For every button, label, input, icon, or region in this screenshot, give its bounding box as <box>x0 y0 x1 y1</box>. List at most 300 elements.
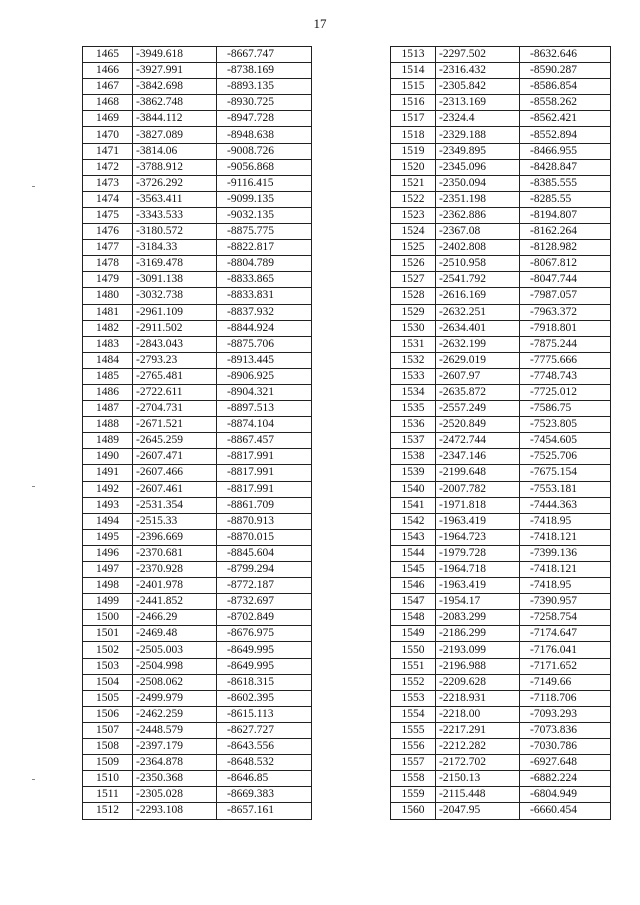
x-coordinate-cell: -2397.179 <box>133 739 217 755</box>
x-coordinate-cell: -2370.681 <box>133 545 217 561</box>
x-coordinate-cell: -2199.648 <box>436 465 520 481</box>
x-coordinate-cell: -2704.731 <box>133 401 217 417</box>
x-coordinate-cell: -2515.33 <box>133 513 217 529</box>
point-id-cell: 1549 <box>391 626 436 642</box>
point-id-cell: 1553 <box>391 690 436 706</box>
point-id-cell: 1531 <box>391 336 436 352</box>
y-coordinate-cell: -7586.75 <box>520 401 611 417</box>
y-coordinate-cell: -8833.831 <box>217 288 312 304</box>
point-id-cell: 1472 <box>83 159 133 175</box>
point-id-cell: 1475 <box>83 207 133 223</box>
table-row <box>391 803 611 819</box>
point-id-cell: 1490 <box>83 449 133 465</box>
point-id-cell: 1508 <box>83 739 133 755</box>
y-coordinate-cell: -8385.555 <box>520 175 611 191</box>
table-row <box>83 674 312 690</box>
point-id-cell: 1503 <box>83 658 133 674</box>
y-coordinate-cell: -8602.395 <box>217 690 312 706</box>
point-id-cell: 1542 <box>391 513 436 529</box>
y-coordinate-cell: -8861.709 <box>217 497 312 513</box>
table-row <box>83 191 312 207</box>
table-row <box>83 626 312 642</box>
y-coordinate-cell: -7454.605 <box>520 433 611 449</box>
point-id-cell: 1474 <box>83 191 133 207</box>
table-row <box>83 224 312 240</box>
x-coordinate-cell: -2616.169 <box>436 288 520 304</box>
point-id-cell: 1484 <box>83 352 133 368</box>
y-coordinate-cell: -8194.807 <box>520 207 611 223</box>
table-row <box>83 545 312 561</box>
y-coordinate-cell: -7444.363 <box>520 497 611 513</box>
table-row <box>391 127 611 143</box>
table-row <box>83 658 312 674</box>
x-coordinate-cell: -2629.019 <box>436 352 520 368</box>
point-id-cell: 1518 <box>391 127 436 143</box>
x-coordinate-cell: -1964.723 <box>436 529 520 545</box>
table-row <box>83 336 312 352</box>
x-coordinate-cell: -3184.33 <box>133 240 217 256</box>
point-id-cell: 1545 <box>391 562 436 578</box>
y-coordinate-cell: -8667.747 <box>217 47 312 63</box>
table-row <box>83 272 312 288</box>
y-coordinate-cell: -8913.445 <box>217 352 312 368</box>
table-row <box>391 417 611 433</box>
table-row <box>83 320 312 336</box>
table-row <box>391 529 611 545</box>
table-row <box>83 352 312 368</box>
y-coordinate-cell: -7093.293 <box>520 706 611 722</box>
y-coordinate-cell: -7073.836 <box>520 722 611 738</box>
table-row <box>83 143 312 159</box>
x-coordinate-cell: -3827.089 <box>133 127 217 143</box>
y-coordinate-cell: -8947.728 <box>217 111 312 127</box>
x-coordinate-cell: -2520.849 <box>436 417 520 433</box>
x-coordinate-cell: -3169.478 <box>133 256 217 272</box>
point-id-cell: 1533 <box>391 368 436 384</box>
x-coordinate-cell: -2466.29 <box>133 610 217 626</box>
y-coordinate-cell: -7418.121 <box>520 562 611 578</box>
y-coordinate-cell: -8657.161 <box>217 803 312 819</box>
x-coordinate-cell: -1963.419 <box>436 578 520 594</box>
y-coordinate-cell: -8867.457 <box>217 433 312 449</box>
point-id-cell: 1524 <box>391 224 436 240</box>
y-coordinate-cell: -8833.865 <box>217 272 312 288</box>
x-coordinate-cell: -3949.618 <box>133 47 217 63</box>
point-id-cell: 1483 <box>83 336 133 352</box>
table-row <box>391 787 611 803</box>
x-coordinate-cell: -3726.292 <box>133 175 217 191</box>
x-coordinate-cell: -2448.579 <box>133 722 217 738</box>
x-coordinate-cell: -2531.354 <box>133 497 217 513</box>
x-coordinate-cell: -2396.669 <box>133 529 217 545</box>
point-id-cell: 1541 <box>391 497 436 513</box>
point-id-cell: 1555 <box>391 722 436 738</box>
y-coordinate-cell: -8817.991 <box>217 449 312 465</box>
x-coordinate-cell: -2364.878 <box>133 755 217 771</box>
y-coordinate-cell: -8669.383 <box>217 787 312 803</box>
point-id-cell: 1507 <box>83 722 133 738</box>
point-id-cell: 1523 <box>391 207 436 223</box>
point-id-cell: 1486 <box>83 384 133 400</box>
table-row <box>83 63 312 79</box>
point-id-cell: 1536 <box>391 417 436 433</box>
point-id-cell: 1491 <box>83 465 133 481</box>
table-row <box>391 95 611 111</box>
x-coordinate-cell: -1979.728 <box>436 545 520 561</box>
table-row <box>391 304 611 320</box>
x-coordinate-cell: -2217.291 <box>436 722 520 738</box>
coordinate-table-right <box>390 46 611 820</box>
y-coordinate-cell: -8552.894 <box>520 127 611 143</box>
x-coordinate-cell: -2305.842 <box>436 79 520 95</box>
point-id-cell: 1546 <box>391 578 436 594</box>
y-coordinate-cell: -7171.652 <box>520 658 611 674</box>
y-coordinate-cell: -8646.85 <box>217 771 312 787</box>
table-row <box>391 513 611 529</box>
point-id-cell: 1471 <box>83 143 133 159</box>
point-id-cell: 1495 <box>83 529 133 545</box>
point-id-cell: 1470 <box>83 127 133 143</box>
y-coordinate-cell: -8897.513 <box>217 401 312 417</box>
table-row <box>83 47 312 63</box>
y-coordinate-cell: -8702.849 <box>217 610 312 626</box>
y-coordinate-cell: -6660.454 <box>520 803 611 819</box>
y-coordinate-cell: -8649.995 <box>217 658 312 674</box>
y-coordinate-cell: -7176.041 <box>520 642 611 658</box>
y-coordinate-cell: -7775.666 <box>520 352 611 368</box>
table-row <box>83 433 312 449</box>
table-row <box>391 79 611 95</box>
x-coordinate-cell: -3343.533 <box>133 207 217 223</box>
table-row <box>83 803 312 819</box>
y-coordinate-cell: -8618.315 <box>217 674 312 690</box>
table-row <box>391 755 611 771</box>
y-coordinate-cell: -7418.95 <box>520 513 611 529</box>
point-id-cell: 1520 <box>391 159 436 175</box>
table-row <box>391 449 611 465</box>
point-id-cell: 1539 <box>391 465 436 481</box>
table-row <box>83 175 312 191</box>
x-coordinate-cell: -2472.744 <box>436 433 520 449</box>
y-coordinate-cell: -8466.955 <box>520 143 611 159</box>
point-id-cell: 1532 <box>391 352 436 368</box>
x-coordinate-cell: -2499.979 <box>133 690 217 706</box>
y-coordinate-cell: -8817.991 <box>217 465 312 481</box>
y-coordinate-cell: -6927.648 <box>520 755 611 771</box>
y-coordinate-cell: -7553.181 <box>520 481 611 497</box>
table-row <box>83 465 312 481</box>
y-coordinate-cell: -7418.95 <box>520 578 611 594</box>
x-coordinate-cell: -2722.611 <box>133 384 217 400</box>
y-coordinate-cell: -9008.726 <box>217 143 312 159</box>
table-row <box>391 384 611 400</box>
point-id-cell: 1496 <box>83 545 133 561</box>
table-row <box>391 562 611 578</box>
x-coordinate-cell: -2172.702 <box>436 755 520 771</box>
y-coordinate-cell: -8906.925 <box>217 368 312 384</box>
point-id-cell: 1478 <box>83 256 133 272</box>
y-coordinate-cell: -9099.135 <box>217 191 312 207</box>
point-id-cell: 1512 <box>83 803 133 819</box>
point-id-cell: 1505 <box>83 690 133 706</box>
y-coordinate-cell: -9116.415 <box>217 175 312 191</box>
y-coordinate-cell: -8904.321 <box>217 384 312 400</box>
coordinate-table-left <box>82 46 312 820</box>
table-row <box>391 159 611 175</box>
table-row <box>391 63 611 79</box>
y-coordinate-cell: -7725.012 <box>520 384 611 400</box>
table-row <box>391 256 611 272</box>
point-id-cell: 1485 <box>83 368 133 384</box>
table-row <box>391 642 611 658</box>
x-coordinate-cell: -3563.411 <box>133 191 217 207</box>
x-coordinate-cell: -2212.282 <box>436 739 520 755</box>
x-coordinate-cell: -2047.95 <box>436 803 520 819</box>
point-id-cell: 1501 <box>83 626 133 642</box>
table-row <box>391 175 611 191</box>
x-coordinate-cell: -2402.808 <box>436 240 520 256</box>
x-coordinate-cell: -2607.97 <box>436 368 520 384</box>
point-id-cell: 1494 <box>83 513 133 529</box>
y-coordinate-cell: -8845.604 <box>217 545 312 561</box>
point-id-cell: 1525 <box>391 240 436 256</box>
table-row <box>391 739 611 755</box>
table-row <box>391 497 611 513</box>
x-coordinate-cell: -2843.043 <box>133 336 217 352</box>
point-id-cell: 1502 <box>83 642 133 658</box>
x-coordinate-cell: -2351.198 <box>436 191 520 207</box>
x-coordinate-cell: -2115.448 <box>436 787 520 803</box>
point-id-cell: 1540 <box>391 481 436 497</box>
point-id-cell: 1506 <box>83 706 133 722</box>
table-row <box>83 368 312 384</box>
point-id-cell: 1489 <box>83 433 133 449</box>
x-coordinate-cell: -2441.852 <box>133 594 217 610</box>
point-id-cell: 1493 <box>83 497 133 513</box>
point-id-cell: 1466 <box>83 63 133 79</box>
point-id-cell: 1476 <box>83 224 133 240</box>
point-id-cell: 1543 <box>391 529 436 545</box>
point-id-cell: 1559 <box>391 787 436 803</box>
point-id-cell: 1500 <box>83 610 133 626</box>
y-coordinate-cell: -8875.775 <box>217 224 312 240</box>
table-row <box>391 465 611 481</box>
x-coordinate-cell: -2793.23 <box>133 352 217 368</box>
point-id-cell: 1527 <box>391 272 436 288</box>
x-coordinate-cell: -2007.782 <box>436 481 520 497</box>
x-coordinate-cell: -2370.928 <box>133 562 217 578</box>
x-coordinate-cell: -3032.738 <box>133 288 217 304</box>
y-coordinate-cell: -7390.957 <box>520 594 611 610</box>
table-row <box>391 771 611 787</box>
point-id-cell: 1465 <box>83 47 133 63</box>
x-coordinate-cell: -2367.08 <box>436 224 520 240</box>
x-coordinate-cell: -2297.502 <box>436 47 520 63</box>
table-row <box>391 368 611 384</box>
table-row <box>391 288 611 304</box>
table-row <box>83 787 312 803</box>
point-id-cell: 1509 <box>83 755 133 771</box>
y-coordinate-cell: -8128.982 <box>520 240 611 256</box>
point-id-cell: 1547 <box>391 594 436 610</box>
x-coordinate-cell: -2557.249 <box>436 401 520 417</box>
y-coordinate-cell: -8738.169 <box>217 63 312 79</box>
table-row <box>391 481 611 497</box>
point-id-cell: 1477 <box>83 240 133 256</box>
x-coordinate-cell: -2961.109 <box>133 304 217 320</box>
page-number: 17 <box>313 16 327 31</box>
point-id-cell: 1469 <box>83 111 133 127</box>
y-coordinate-cell: -8627.727 <box>217 722 312 738</box>
y-coordinate-cell: -7963.372 <box>520 304 611 320</box>
x-coordinate-cell: -2671.521 <box>133 417 217 433</box>
table-row <box>83 594 312 610</box>
y-coordinate-cell: -8615.113 <box>217 706 312 722</box>
x-coordinate-cell: -2347.146 <box>436 449 520 465</box>
table-row <box>391 352 611 368</box>
point-id-cell: 1468 <box>83 95 133 111</box>
y-coordinate-cell: -8586.854 <box>520 79 611 95</box>
y-coordinate-cell: -7118.706 <box>520 690 611 706</box>
point-id-cell: 1530 <box>391 320 436 336</box>
table-row <box>391 594 611 610</box>
x-coordinate-cell: -2634.401 <box>436 320 520 336</box>
table-row <box>391 706 611 722</box>
x-coordinate-cell: -2209.628 <box>436 674 520 690</box>
y-coordinate-cell: -8047.744 <box>520 272 611 288</box>
x-coordinate-cell: -2324.4 <box>436 111 520 127</box>
y-coordinate-cell: -8558.262 <box>520 95 611 111</box>
x-coordinate-cell: -2329.188 <box>436 127 520 143</box>
point-id-cell: 1511 <box>83 787 133 803</box>
table-row <box>391 401 611 417</box>
table-row <box>391 722 611 738</box>
y-coordinate-cell: -9056.868 <box>217 159 312 175</box>
point-id-cell: 1514 <box>391 63 436 79</box>
table-row <box>391 610 611 626</box>
x-coordinate-cell: -2469.48 <box>133 626 217 642</box>
x-coordinate-cell: -2508.062 <box>133 674 217 690</box>
y-coordinate-cell: -8893.135 <box>217 79 312 95</box>
y-coordinate-cell: -8162.264 <box>520 224 611 240</box>
table-row <box>391 658 611 674</box>
point-id-cell: 1482 <box>83 320 133 336</box>
x-coordinate-cell: -2462.259 <box>133 706 217 722</box>
margin-mark <box>32 779 35 780</box>
x-coordinate-cell: -2505.003 <box>133 642 217 658</box>
y-coordinate-cell: -8948.638 <box>217 127 312 143</box>
y-coordinate-cell: -8844.924 <box>217 320 312 336</box>
x-coordinate-cell: -2349.895 <box>436 143 520 159</box>
y-coordinate-cell: -8676.975 <box>217 626 312 642</box>
point-id-cell: 1504 <box>83 674 133 690</box>
table-row <box>83 240 312 256</box>
table-row <box>391 272 611 288</box>
x-coordinate-cell: -2218.931 <box>436 690 520 706</box>
y-coordinate-cell: -7875.244 <box>520 336 611 352</box>
x-coordinate-cell: -3842.698 <box>133 79 217 95</box>
point-id-cell: 1522 <box>391 191 436 207</box>
margin-mark <box>32 186 35 187</box>
x-coordinate-cell: -2345.096 <box>436 159 520 175</box>
point-id-cell: 1529 <box>391 304 436 320</box>
x-coordinate-cell: -2632.251 <box>436 304 520 320</box>
x-coordinate-cell: -2313.169 <box>436 95 520 111</box>
x-coordinate-cell: -2607.466 <box>133 465 217 481</box>
point-id-cell: 1544 <box>391 545 436 561</box>
table-row <box>83 417 312 433</box>
y-coordinate-cell: -8285.55 <box>520 191 611 207</box>
y-coordinate-cell: -7987.057 <box>520 288 611 304</box>
table-row <box>391 578 611 594</box>
point-id-cell: 1479 <box>83 272 133 288</box>
x-coordinate-cell: -3814.06 <box>133 143 217 159</box>
y-coordinate-cell: -8799.294 <box>217 562 312 578</box>
table-row <box>83 79 312 95</box>
x-coordinate-cell: -3180.572 <box>133 224 217 240</box>
point-id-cell: 1517 <box>391 111 436 127</box>
x-coordinate-cell: -2193.099 <box>436 642 520 658</box>
point-id-cell: 1560 <box>391 803 436 819</box>
x-coordinate-cell: -2293.108 <box>133 803 217 819</box>
x-coordinate-cell: -2196.988 <box>436 658 520 674</box>
table-row <box>83 481 312 497</box>
x-coordinate-cell: -2504.998 <box>133 658 217 674</box>
table-row <box>391 47 611 63</box>
point-id-cell: 1510 <box>83 771 133 787</box>
y-coordinate-cell: -8874.104 <box>217 417 312 433</box>
y-coordinate-cell: -7918.801 <box>520 320 611 336</box>
x-coordinate-cell: -2607.471 <box>133 449 217 465</box>
table-row <box>83 562 312 578</box>
y-coordinate-cell: -7525.706 <box>520 449 611 465</box>
point-id-cell: 1526 <box>391 256 436 272</box>
x-coordinate-cell: -2186.299 <box>436 626 520 642</box>
table-row <box>83 304 312 320</box>
point-id-cell: 1550 <box>391 642 436 658</box>
x-coordinate-cell: -1954.17 <box>436 594 520 610</box>
table-row <box>391 191 611 207</box>
x-coordinate-cell: -1963.419 <box>436 513 520 529</box>
point-id-cell: 1519 <box>391 143 436 159</box>
x-coordinate-cell: -2316.432 <box>436 63 520 79</box>
table-row <box>391 674 611 690</box>
table-row <box>83 111 312 127</box>
table-row <box>83 755 312 771</box>
table-row <box>83 578 312 594</box>
y-coordinate-cell: -8804.789 <box>217 256 312 272</box>
point-id-cell: 1538 <box>391 449 436 465</box>
table-row <box>83 256 312 272</box>
x-coordinate-cell: -2083.299 <box>436 610 520 626</box>
y-coordinate-cell: -7523.805 <box>520 417 611 433</box>
y-coordinate-cell: -8875.706 <box>217 336 312 352</box>
x-coordinate-cell: -2635.872 <box>436 384 520 400</box>
x-coordinate-cell: -3862.748 <box>133 95 217 111</box>
point-id-cell: 1535 <box>391 401 436 417</box>
point-id-cell: 1498 <box>83 578 133 594</box>
table-row <box>83 401 312 417</box>
x-coordinate-cell: -2607.461 <box>133 481 217 497</box>
point-id-cell: 1552 <box>391 674 436 690</box>
x-coordinate-cell: -2510.958 <box>436 256 520 272</box>
y-coordinate-cell: -6882.224 <box>520 771 611 787</box>
x-coordinate-cell: -2218.00 <box>436 706 520 722</box>
x-coordinate-cell: -2401.978 <box>133 578 217 594</box>
table-row <box>391 320 611 336</box>
y-coordinate-cell: -7748.743 <box>520 368 611 384</box>
y-coordinate-cell: -8590.287 <box>520 63 611 79</box>
